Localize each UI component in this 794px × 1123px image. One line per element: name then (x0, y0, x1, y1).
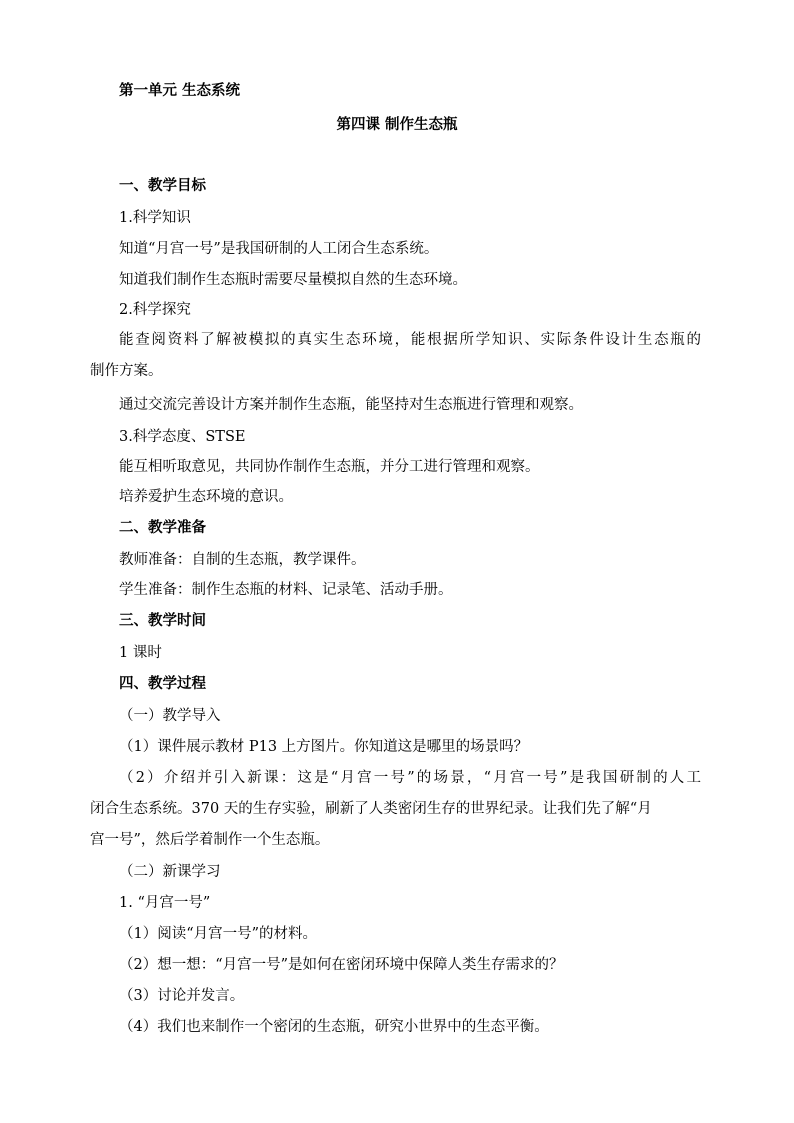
subheading-science-knowledge: 1.科学知识 (119, 210, 191, 226)
paragraph-continuation: 制作方案。 (90, 363, 163, 379)
paragraph: （1）阅读“月宫一号”的材料。 (119, 926, 318, 942)
unit-title: 第一单元 生态系统 (119, 83, 241, 99)
paragraph: （1）课件展示教材 P13 上方图片。你知道这是哪里的场景吗？ (119, 739, 529, 755)
list-item: 1. “月宫一号” (119, 895, 211, 911)
paragraph: 知道“月宫一号”是我国研制的人工闭合生态系统。 (119, 241, 439, 257)
lesson-title: 第四课 制作生态瓶 (336, 117, 458, 133)
paragraph: 知道我们制作生态瓶时需要尽量模拟自然的生态环境。 (119, 272, 467, 288)
subheading-science-inquiry: 2.科学探究 (119, 302, 191, 318)
section-heading-process: 四、教学过程 (119, 676, 206, 692)
paragraph-continuation: 宫一号”，然后学着制作一个生态瓶。 (90, 832, 330, 848)
paragraph: 1 课时 (119, 645, 162, 661)
paragraph: 教师准备：自制的生态瓶，教学课件。 (119, 552, 366, 568)
paragraph: 能查阅资料了解被模拟的真实生态环境，能根据所学知识、实际条件设计生态瓶的 (119, 332, 701, 348)
subheading-new-lesson: （二）新课学习 (119, 864, 221, 880)
paragraph: （2）介绍并引入新课：这是“月宫一号”的场景，“月宫一号”是我国研制的人工 (119, 770, 701, 786)
paragraph-continuation: 闭合生态系统。370 天的生存实验，刷新了人类密闭生存的世界纪录。让我们先了解“月 (90, 801, 652, 817)
subheading-introduction: （一）教学导入 (119, 708, 221, 724)
paragraph: （3）讨论并发言。 (119, 988, 245, 1004)
paragraph: 通过交流完善设计方案并制作生态瓶，能坚持对生态瓶进行管理和观察。 (119, 397, 583, 413)
paragraph: 培养爱护生态环境的意识。 (119, 489, 293, 505)
subheading-science-attitude: 3.科学态度、STSE (119, 429, 246, 445)
paragraph: 学生准备：制作生态瓶的材料、记录笔、活动手册。 (119, 582, 453, 598)
paragraph: （2）想一想：“月宫一号”是如何在密闭环境中保障人类生存需求的？ (119, 957, 564, 973)
section-heading-preparation: 二、教学准备 (119, 520, 206, 536)
section-heading-goals: 一、教学目标 (119, 178, 206, 194)
paragraph: 能互相听取意见，共同协作制作生态瓶，并分工进行管理和观察。 (119, 459, 540, 475)
paragraph: （4）我们也来制作一个密闭的生态瓶，研究小世界中的生态平衡。 (119, 1019, 549, 1035)
section-heading-time: 三、教学时间 (119, 613, 206, 629)
